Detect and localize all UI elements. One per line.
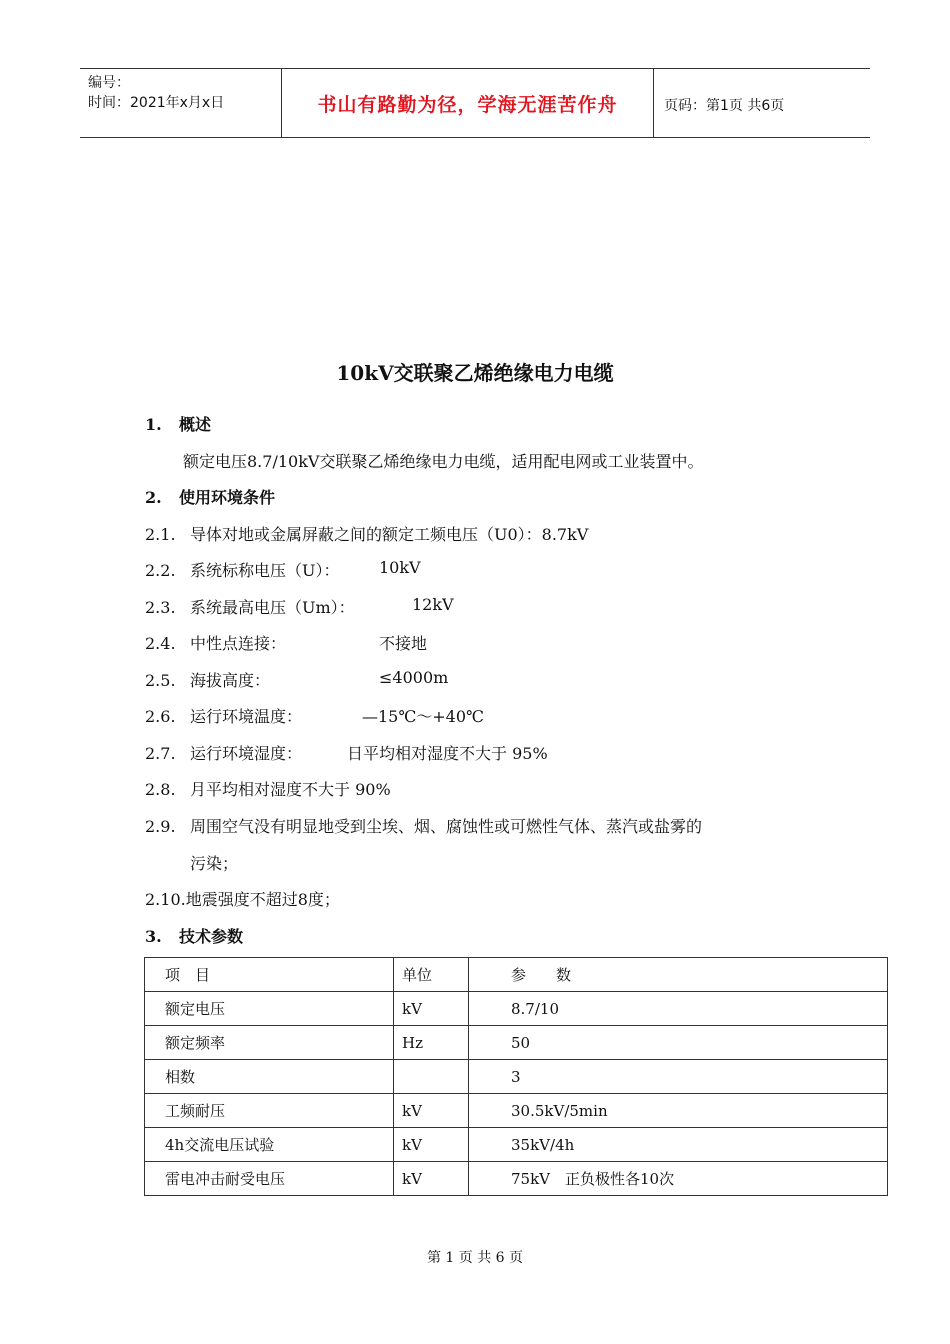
table-cell: 相数 (145, 1060, 394, 1094)
header-time-label: 时间：2021年x月x日 (88, 95, 225, 111)
table-cell: 50 (469, 1026, 888, 1060)
item-value: —15℃～+40℃ (362, 707, 484, 726)
list-item-continuation (145, 851, 238, 874)
section-label: 概述 (179, 415, 212, 434)
header-number-label: 编号： (88, 75, 130, 91)
document-title: 10kV交联聚乙烯绝缘电力电缆 (336, 361, 614, 385)
item-number: 2.7. (145, 744, 176, 763)
item-number: 2.8. (145, 780, 176, 799)
section-label: 技术参数 (179, 927, 244, 946)
item-value: 不接地 (379, 634, 428, 653)
table-header-cell: 参 数 (469, 958, 888, 992)
item-number: 2.4. (145, 634, 176, 653)
header-left-cell (80, 69, 282, 137)
table-cell: 额定频率 (145, 1026, 394, 1060)
table-row (145, 992, 888, 1026)
table-header-cell: 单位 (394, 958, 469, 992)
item-text: 中性点连接： (190, 634, 287, 653)
header-motto: 书山有路勤为径，学海无涯苦作舟 (282, 69, 654, 137)
list-item (145, 668, 449, 691)
item-text: 地震强度不超过8度； (185, 890, 340, 909)
item-value: 12kV (412, 595, 454, 614)
table-cell: kV (394, 1094, 469, 1128)
table-row (145, 1026, 888, 1060)
item-text: 周围空气没有明显地受到尘埃、烟、腐蚀性或可燃性气体、蒸汽或盐雾的 (190, 817, 703, 836)
section-number: 1. (145, 415, 162, 434)
section-label: 使用环境条件 (179, 488, 276, 507)
item-text: 系统最高电压（Um）： (190, 598, 355, 617)
list-item (145, 595, 454, 618)
item-text: 导体对地或金属屏蔽之间的额定工频电压（U0）：8.7kV (190, 525, 589, 544)
item-number: 2.9. (145, 817, 176, 836)
table-cell: 75kV 正负极性各10次 (469, 1162, 888, 1196)
list-item (145, 887, 340, 910)
table-cell: 4h交流电压试验 (145, 1128, 394, 1162)
section-heading-environment (145, 485, 275, 508)
table-header-cell: 项 目 (145, 958, 394, 992)
item-number: 2.6. (145, 707, 176, 726)
table-cell: Hz (394, 1026, 469, 1060)
item-value: 10kV (379, 558, 421, 577)
list-item (145, 704, 484, 727)
table-row (145, 1162, 888, 1196)
item-number: 2.2. (145, 561, 176, 580)
table-cell: 工频耐压 (145, 1094, 394, 1128)
section-number: 3. (145, 927, 162, 946)
table-cell: 3 (469, 1060, 888, 1094)
list-item (145, 522, 588, 545)
table-cell: 30.5kV/5min (469, 1094, 888, 1128)
item-text: 运行环境湿度： (190, 744, 303, 763)
item-text: 运行环境温度： (190, 707, 303, 726)
item-number: 2.5. (145, 671, 176, 690)
table-cell: kV (394, 1162, 469, 1196)
header-page-label: 页码：第1页 共6页 (664, 98, 785, 114)
table-cell (394, 1060, 469, 1094)
parameters-table (144, 957, 888, 1196)
item-text: 月平均相对湿度不大于 90% (190, 780, 391, 799)
table-cell: 额定电压 (145, 992, 394, 1026)
table-cell: kV (394, 992, 469, 1026)
table-row (145, 1094, 888, 1128)
item-number: 2.3. (145, 598, 176, 617)
list-item (145, 814, 702, 837)
table-cell: kV (394, 1128, 469, 1162)
list-item (145, 741, 548, 764)
item-text: 海拔高度： (190, 671, 271, 690)
table-header-row (145, 958, 888, 992)
page-header (80, 68, 870, 138)
section-heading-parameters (145, 924, 243, 947)
list-item (145, 558, 421, 581)
table-cell: 雷电冲击耐受电压 (145, 1162, 394, 1196)
item-value: 日平均相对湿度不大于 95% (347, 744, 548, 763)
list-item (145, 631, 428, 654)
section-heading-overview (145, 412, 211, 435)
table-row (145, 1060, 888, 1094)
list-item (145, 777, 391, 800)
page-footer: 第 1 页 共 6 页 (426, 1250, 524, 1266)
overview-paragraph: 额定电压8.7/10kV交联聚乙烯绝缘电力电缆，适用配电网或工业装置中。 (183, 452, 704, 471)
item-text: 污染； (190, 854, 239, 873)
table-cell: 35kV/4h (469, 1128, 888, 1162)
table-cell: 8.7/10 (469, 992, 888, 1026)
section-number: 2. (145, 488, 162, 507)
item-number: 2.10. (145, 890, 186, 909)
table-row (145, 1128, 888, 1162)
item-number: 2.1. (145, 525, 176, 544)
item-value: ≤4000m (379, 668, 449, 687)
item-text: 系统标称电压（U）： (190, 561, 340, 580)
